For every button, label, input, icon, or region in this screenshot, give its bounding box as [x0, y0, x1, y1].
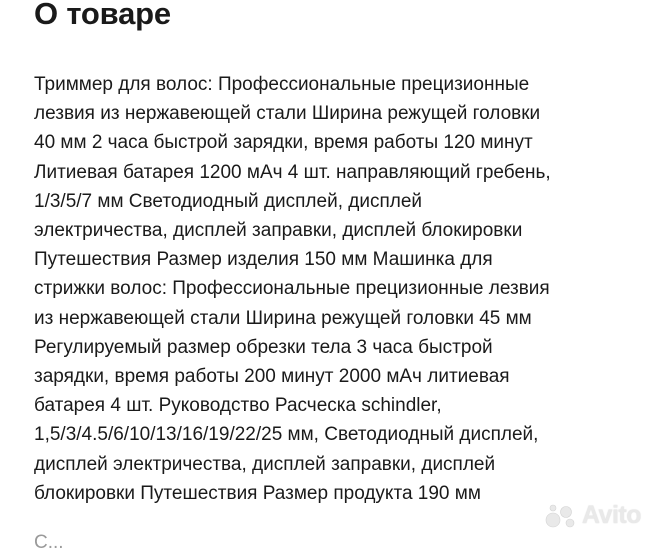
description-line: из нержавеющей стали Ширина режущей головки 45 мм: [34, 307, 532, 329]
description-line: 1,5/3/4.5/6/10/13/16/19/22/25 мм, Светодиодный дисплей,: [34, 424, 539, 446]
section-title: О товаре: [34, 0, 171, 31]
description-cutoff-text: С...: [34, 532, 64, 553]
description-line: электричества, дисплей заправки, дисплей блокировки: [34, 220, 523, 242]
description-line: дисплей электричества, дисплей заправки, дисплей: [34, 453, 496, 475]
description-line: 1/3/5/7 мм Светодиодный дисплей, дисплей: [34, 190, 423, 212]
description-line: батарея 4 шт. Руководство Расческа schindler,: [34, 395, 442, 417]
avito-logo-icon: [544, 503, 578, 529]
description-line: лезвия из нержавеющей стали Ширина режущей головки: [34, 103, 541, 125]
description-line: стрижки волос: Профессиональные прецизионные лезвия: [34, 278, 550, 300]
avito-watermark: [544, 501, 641, 530]
product-description: [34, 70, 624, 508]
watermark-text: Avito: [581, 501, 641, 529]
description-line: 40 мм 2 часа быстрой зарядки, время работы 120 минут: [34, 132, 533, 154]
description-line: Путешествия Размер изделия 150 мм Машинка для: [34, 249, 493, 271]
description-line: Триммер для волос: Профессиональные прецизионные: [34, 74, 530, 95]
description-line: блокировки Путешествия Размер продукта 190 мм: [34, 482, 481, 504]
description-line: зарядки, время работы 200 минут 2000 мАч литиевая: [34, 366, 510, 388]
description-line: Регулируемый размер обрезки тела 3 часа быстрой: [34, 336, 493, 358]
description-line: Литиевая батарея 1200 мАч 4 шт. направляющий гребень,: [34, 161, 551, 183]
